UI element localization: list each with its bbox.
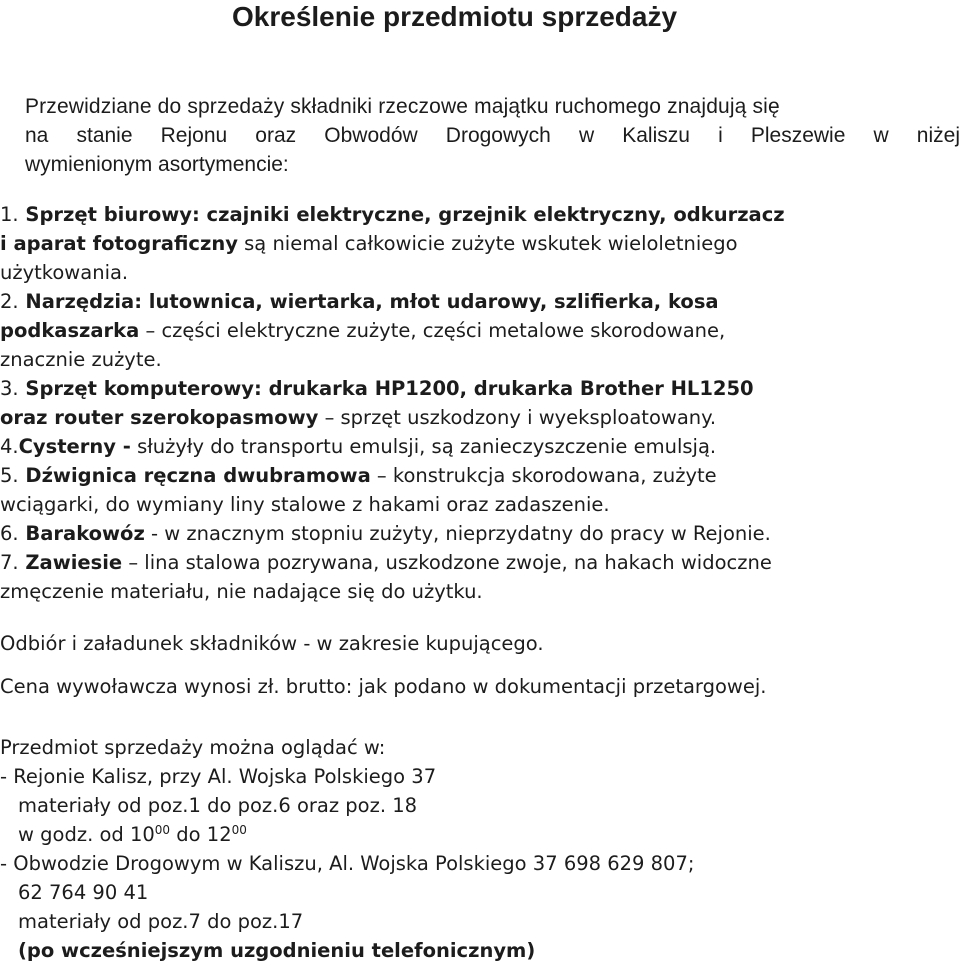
- list-item-line: [0, 374, 960, 403]
- item-name: Dźwignica ręczna dwubramowa: [18, 464, 371, 487]
- item-name: podkaszarka: [0, 319, 140, 342]
- list-item-line: [0, 316, 960, 345]
- list-item: [0, 287, 960, 374]
- hours-superscript: 00: [154, 823, 171, 837]
- item-number: 3.: [0, 377, 19, 400]
- intro-line: wymienionym asortymencie:: [25, 153, 289, 176]
- list-item-line: [0, 577, 960, 606]
- list-item-line: [0, 403, 960, 432]
- list-item-line: [0, 287, 960, 316]
- list-item: [0, 461, 960, 519]
- items-list: [0, 200, 960, 606]
- list-item: [0, 519, 960, 548]
- item-number: 6.: [0, 522, 19, 545]
- item-name: Sprzęt komputerowy: drukarka HP1200, drukarka Brother HL1250: [18, 377, 754, 400]
- list-item: [0, 200, 960, 287]
- item-number: 2.: [0, 290, 19, 313]
- viewing-section: [0, 733, 694, 965]
- viewing-note: (po wcześniejszym uzgodnieniu telefonicznym): [18, 939, 536, 962]
- intro-line: Przewidziane do sprzedaży składniki rzeczowe majątku ruchomego znajdują się: [25, 95, 780, 118]
- list-item-line: [0, 432, 960, 461]
- hours-text: do 12: [170, 823, 232, 846]
- list-item: [0, 432, 960, 461]
- item-description: – części elektryczne zużyte, części metalowe skorodowane,: [139, 319, 726, 342]
- hours-text: w godz. od 10: [18, 823, 155, 846]
- list-item-line: [0, 461, 960, 490]
- viewing-location: - Obwodzie Drogowym w Kaliszu, Al. Wojska Polskiego 37 698 629 807;: [0, 852, 695, 875]
- list-item-line: [0, 519, 960, 548]
- list-item-line: [0, 548, 960, 577]
- list-item: [0, 374, 960, 432]
- item-description: – lina stalowa pozrywana, uszkodzone zwoje, na hakach widoczne: [122, 551, 772, 574]
- item-description: - w znacznym stopniu zużyty, nieprzydatny do pracy w Rejonie.: [144, 522, 771, 545]
- viewing-location: - Rejonie Kalisz, przy Al. Wojska Polskiego 37: [0, 765, 437, 788]
- pickup-text: Odbiór i załadunek składników - w zakresie kupującego.: [0, 632, 544, 655]
- viewing-phone: 62 764 90 41: [18, 881, 149, 904]
- viewing-materials: materiały od poz.1 do poz.6 oraz poz. 18: [18, 794, 418, 817]
- list-item-line: [0, 490, 960, 519]
- intro-paragraph: [25, 92, 960, 179]
- item-description: – sprzęt uszkodzony i wyeksploatowany.: [318, 406, 717, 429]
- item-number: 1.: [0, 203, 19, 226]
- item-number: 7.: [0, 551, 19, 574]
- item-number: 5.: [0, 464, 19, 487]
- item-description: użytkowania.: [0, 261, 129, 284]
- list-item-line: [0, 229, 960, 258]
- list-item: [0, 548, 960, 606]
- item-description: są niemal całkowicie zużyte wskutek wieloletniego: [237, 232, 738, 255]
- viewing-materials: materiały od poz.7 do poz.17: [18, 910, 304, 933]
- item-name: i aparat fotograficzny: [0, 232, 238, 255]
- item-description: – konstrukcja skorodowana, zużyte: [370, 464, 717, 487]
- item-description: zmęczenie materiału, nie nadające się do użytku.: [0, 580, 483, 603]
- list-item-line: [0, 200, 960, 229]
- viewing-hours: [0, 820, 694, 849]
- item-description: służyły do transportu emulsji, są zanieczyszczenie emulsją.: [130, 435, 717, 458]
- list-item-line: [0, 258, 960, 287]
- price-text: Cena wywoławcza wynosi zł. brutto: jak podano w dokumentacji przetargowej.: [0, 675, 767, 698]
- item-name: Zawiesie: [18, 551, 123, 574]
- item-description: znacznie zużyte.: [0, 348, 162, 371]
- item-name: Narzędzia: lutownica, wiertarka, młot udarowy, szlifierka, kosa: [18, 290, 719, 313]
- item-description: wciągarki, do wymiany liny stalowe z hakami oraz zadaszenie.: [0, 493, 610, 516]
- item-name: oraz router szerokopasmowy: [0, 406, 319, 429]
- intro-line: na stanie Rejonu oraz Obwodów Drogowych w Kaliszu i Pleszewie w niżej: [25, 124, 960, 147]
- viewing-header: Przedmiot sprzedaży można oglądać w:: [0, 736, 386, 759]
- item-number: 4.: [0, 435, 19, 458]
- item-name: Barakowóz: [18, 522, 145, 545]
- hours-superscript: 00: [231, 823, 247, 837]
- item-name: Sprzęt biurowy: czajniki elektryczne, grzejnik elektryczny, odkurzacz: [18, 203, 785, 226]
- list-item-line: [0, 345, 960, 374]
- item-name: Cysterny -: [18, 435, 131, 458]
- page-title: Określenie przedmiotu sprzedaży: [232, 1, 678, 32]
